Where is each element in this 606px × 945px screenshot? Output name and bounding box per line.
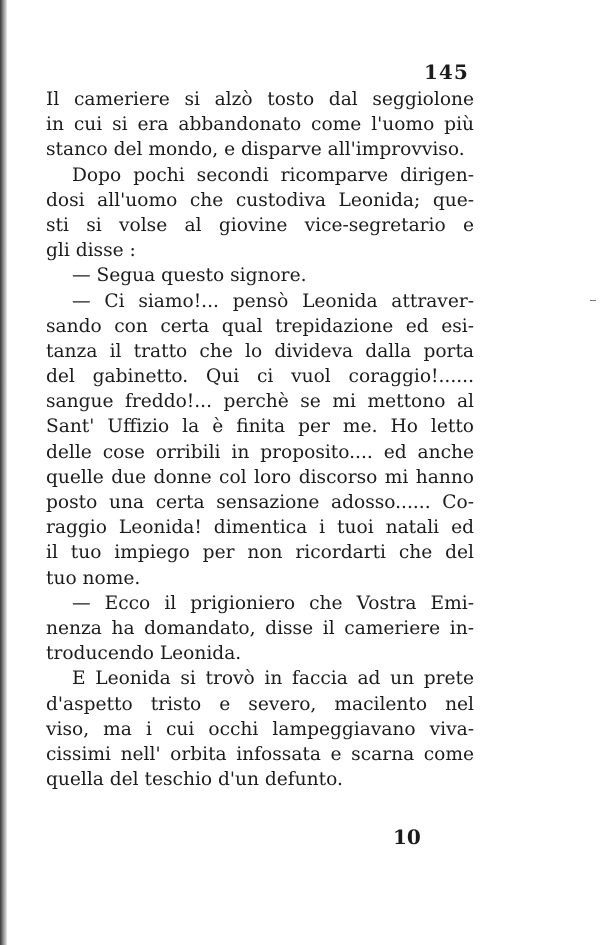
text-line: raggio Leonida! dimentica i tuoi natali ed [46,517,474,539]
text-line: il tuo impiego per non ricordarti che del [46,542,474,564]
text-line: — Ecco il prigioniero che Vostra Emi- [72,592,474,614]
text-line: tuo nome. [46,567,141,589]
text-line: troducendo Leonida. [46,643,242,665]
text-line: quelle due donne col loro discorso mi hanno [46,466,474,488]
text-line: sando con certa qual trepidazione ed esi- [46,315,474,337]
text-line: viso, ma i cui occhi lampeggiavano viva- [46,718,474,740]
text-line: stanco del mondo, e disparve all'improvviso. [46,139,465,161]
text-line: posto una certa sensazione adosso...... Co- [46,492,474,513]
text-line: sangue freddo!... perchè se mi mettono al [46,391,474,413]
text-line: delle cose orribili in proposito.... ed anche [46,441,474,463]
text-line: quella del teschio d'un defunto. [46,769,343,791]
signature-mark: 10 [393,825,421,849]
text-line: del gabinetto. Qui ci vuol coraggio!...... [46,366,474,388]
margin-mark [590,300,596,301]
text-line: dosi all'uomo che custodiva Leonida; que- [46,189,474,211]
body-text [46,87,474,792]
text-line: tanza il tratto che lo divideva dalla porta [46,340,474,362]
text-line: — Ci siamo!... pensò Leonida attraver- [72,290,474,312]
text-line: cissimi nell' orbita infossata e scarna come [46,743,474,765]
text-line: E Leonida si trovò in faccia ad un prete [72,668,474,690]
text-line: nenza ha domandato, disse il cameriere in- [46,617,474,639]
text-line: d'aspetto tristo e severo, macilento nel [46,693,474,715]
text-line: gli disse : [46,240,136,262]
text-line: Dopo pochi secondi ricomparve dirigen- [72,164,474,186]
page-binding-edge [0,0,7,945]
text-line: Sant' Uffizio la è finita per me. Ho letto [46,416,474,438]
text-line: — Segua questo signore. [72,265,307,287]
text-line: sti si volse al giovine vice-segretario e [46,214,474,236]
text-line: in cui si era abbandonato come l'uomo più [46,114,474,136]
page-number: 145 [424,60,469,84]
text-line: Il cameriere si alzò tosto dal seggiolone [46,89,474,110]
